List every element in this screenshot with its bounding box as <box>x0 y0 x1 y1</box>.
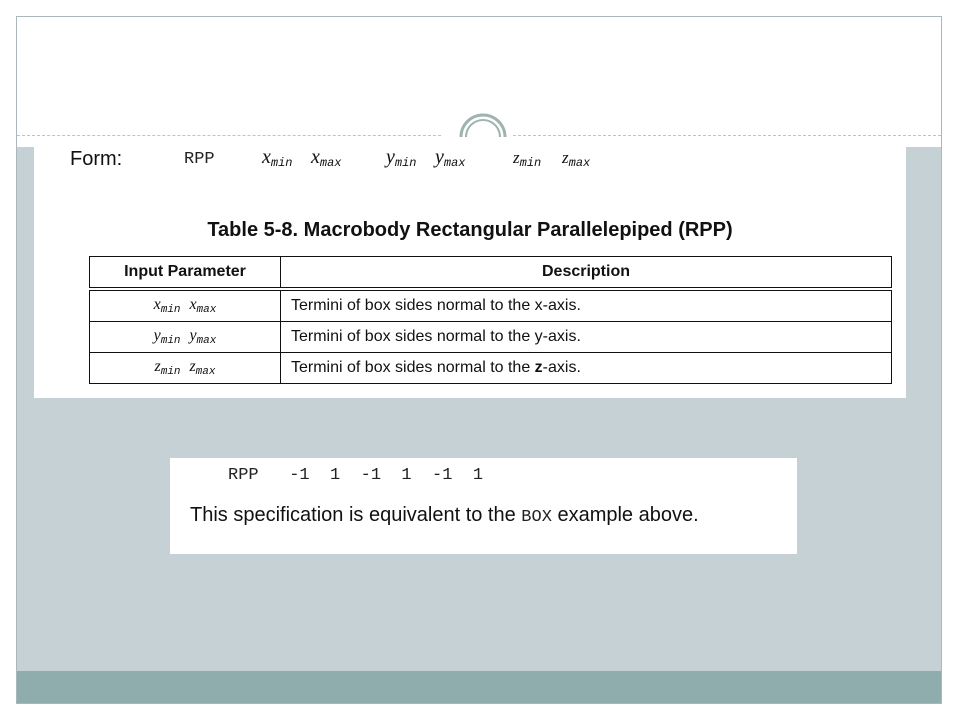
header-divider-left <box>17 135 441 136</box>
rpp-definition-panel <box>34 146 906 398</box>
description-cell: Termini of box sides normal to the x-axis. <box>281 291 892 322</box>
header-divider-right <box>513 135 941 136</box>
description-cell: Termini of box sides normal to the y-axis. <box>281 322 892 353</box>
table-row <box>90 322 892 353</box>
parameter-table <box>89 256 892 384</box>
table-row <box>90 353 892 384</box>
header-description: Description <box>281 257 892 288</box>
form-label: Form: <box>70 148 123 170</box>
table-row <box>90 291 892 322</box>
xmin-param: $x_{min}$ <box>262 146 293 170</box>
table-title: Table 5-8. Macrobody Rectangular Parallelepiped (RPP) <box>207 219 733 241</box>
ymin-param: $y_{min}$ <box>386 146 417 170</box>
param-cell: $z_{min}$ $z_{max}$ <box>90 353 281 384</box>
footer-bar <box>17 671 941 703</box>
table-header-row <box>90 257 892 288</box>
decorative-arc-icon <box>457 107 509 137</box>
header-input-parameter: Input Parameter <box>90 257 281 288</box>
example-panel <box>170 458 797 554</box>
ymax-param: $y_{max}$ <box>435 146 466 170</box>
zmin-param: $z_{min}$ <box>513 148 542 170</box>
example-explanation: This specification is equivalent to the BOX example above. <box>190 504 699 527</box>
form-keyword: RPP <box>184 150 215 169</box>
zmax-param: $z_{max}$ <box>562 148 591 170</box>
xmax-param: $x_{max}$ <box>311 146 342 170</box>
param-cell: $y_{min}$ $y_{max}$ <box>90 322 281 353</box>
param-cell: $x_{min}$ $x_{max}$ <box>90 291 281 322</box>
description-cell: Termini of box sides normal to the z-axis. <box>281 353 892 384</box>
example-code: RPP -1 1 -1 1 -1 1 <box>228 466 484 485</box>
